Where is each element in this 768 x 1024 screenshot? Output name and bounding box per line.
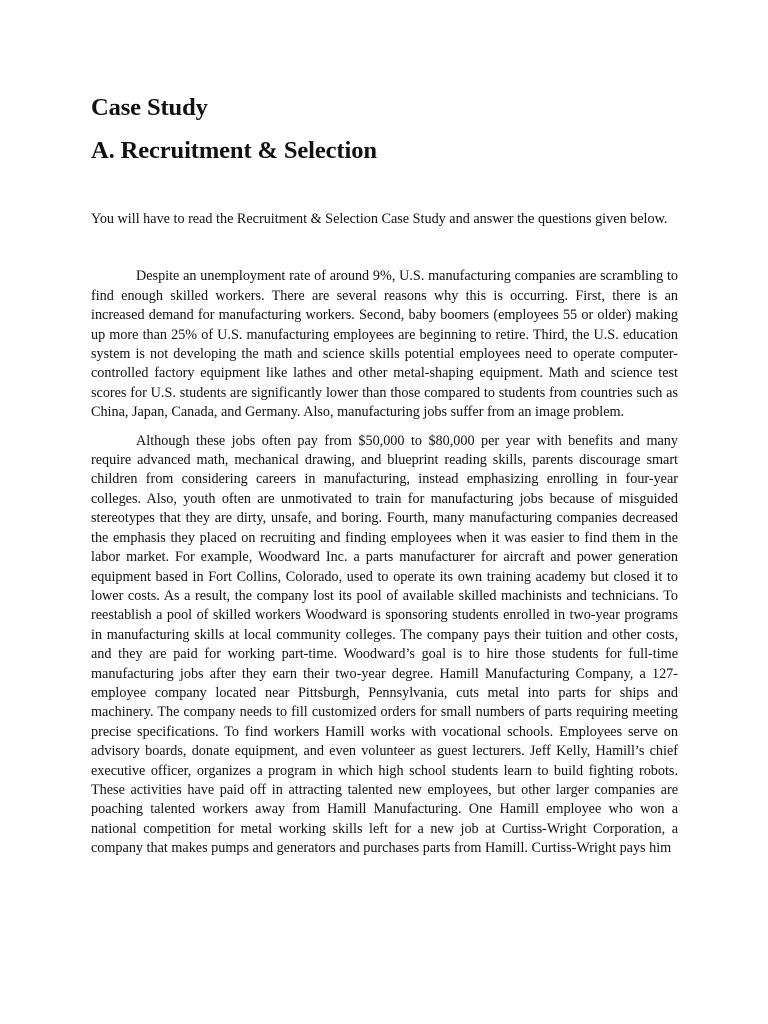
intro-paragraph: You will have to read the Recruitment & Selection Case Study and answer the questions given below. [91,211,668,227]
body-paragraph-2: Although these jobs often pay from $50,000 to $80,000 per year with benefits and many require advanced math, mechanical drawing, and blueprint reading skills, parents discourage smart children from considering careers in manufacturing, instead emphasizing enrolling in four-year colleges. Also, youth often are unmotivated to train for manufacturing jobs because of misguided stereotypes that they are dirty, unsafe, and boring. Fourth, many manufacturing companies decreased the emphasis they placed on recruiting and finding employees when it was easier to find them in the labor market. For example, Woodward Inc. a parts manufacturer for aircraft and power generation equipment based in Fort Collins, Colorado, used to operate its own training academy but closed it to lower costs. As a result, the company lost its pool of available skilled machinists and technicians. To reestablish a pool of skilled workers Woodward is sponsoring students enrolled in two-year programs in manufacturing skills at local community colleges. The company pays their tuition and other costs, and they are paid for working part-time. Woodward’s goal is to hire those students for full-time manufacturing jobs after they earn their two-year degree. Hamill Manufacturing Company, a 127-employee company located near Pittsburgh, Pennsylvania, cuts metal into parts for ships and machinery. The company needs to fill customized orders for small numbers of parts requiring meeting precise specifications. To find workers Hamill works with vocational schools. Employees serve on advisory boards, donate equipment, and even volunteer as guest lecturers. Jeff Kelly, Hamill’s chief executive officer, organizes a program in which high school students learn to build fighting robots. These activities have paid off in attracting talented new employees, but other larger companies are poaching talented workers away from Hamill Manufacturing. One Hamill employee who won a national competition for metal working skills left for a new job at Curtiss-Wright Corporation, a company that makes pumps and generators and purchases parts from Hamill. Curtiss-Wright pays him [91,432,678,857]
document-heading: Case Study [91,94,208,121]
section-title: A. Recruitment & Selection [91,137,377,164]
body-paragraph-1: Despite an unemployment rate of around 9%, U.S. manufacturing companies are scrambling to find enough skilled workers. There are several reasons why this is occurring. First, there is an increased demand for manufacturing workers. Second, baby boomers (employees 55 or older) making up more than 25% of U.S. manufacturing employees are beginning to retire. Third, the U.S. education system is not developing the math and science skills potential employees need to operate computer-controlled factory equipment like lathes and other metal-shaping equipment. Math and science test scores for U.S. students are significantly lower than those compared to students from countries such as China, Japan, Canada, and Germany. Also, manufacturing jobs suffer from an image problem. [91,268,678,421]
